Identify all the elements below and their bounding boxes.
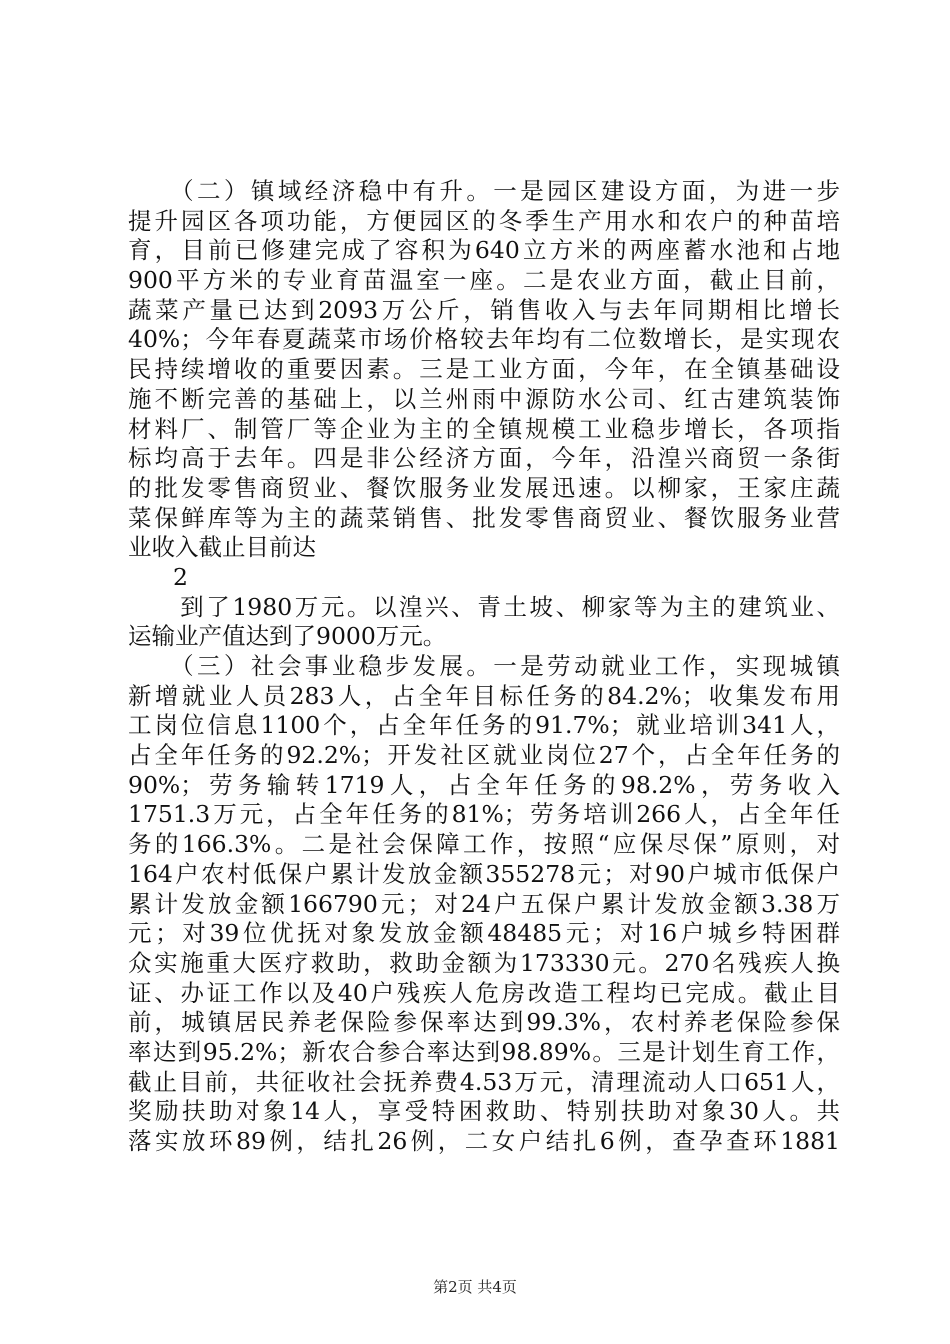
inline-page-marker: 2 [173,562,188,591]
text-line: 施不断完善的基础上，以兰州雨中源防水公司、红古建筑装饰 [128,384,840,413]
text-line: 40%；今年春夏蔬菜市场价格较去年均有二位数增长，是实现农 [128,325,840,354]
text-line: 奖励扶助对象14人，享受特困救助、特别扶助对象30人。共 [128,1097,840,1126]
body-text [128,177,840,1157]
text-line: 证、办证工作以及40户残疾人危房改造工程均已完成。截止目 [128,978,840,1007]
text-line: 前，城镇居民养老保险参保率达到99.3%，农村养老保险参保 [128,1008,840,1037]
text-line: 育，目前已修建完成了容积为640立方米的两座蓄水池和占地 [128,236,840,265]
text-line: （三）社会事业稳步发展。一是劳动就业工作，实现城镇 [128,652,840,680]
text-line: 率达到95.2%；新农合参合率达到98.89%。三是计划生育工作， [128,1037,840,1066]
text-line: 业收入截止目前达 [128,533,316,562]
text-line: 蔬菜产量已达到2093万公斤，销售收入与去年同期相比增长 [128,295,840,324]
text-line: 累计发放金额166790元；对24户五保户累计发放金额3.38万 [128,889,840,918]
text-line: 民持续增收的重要因素。三是工业方面，今年，在全镇基础设 [128,355,840,384]
text-line: 众实施重大医疗救助，救助金额为173330元。270名残疾人换 [128,948,840,977]
page-footer: 第2页 共4页 [433,1278,517,1296]
text-line: 务的166.3%。二是社会保障工作，按照“应保尽保”原则，对 [128,830,840,859]
text-line: 164户农村低保户累计发放金额355278元；对90户城市低保户 [128,859,840,888]
text-line: 到了1980万元。以湟兴、青土坡、柳家等为主的建筑业、 [128,592,840,621]
text-line: 标均高于去年。四是非公经济方面，今年，沿湟兴商贸一条街 [128,444,840,473]
text-line: 菜保鲜库等为主的蔬菜销售、批发零售商贸业、餐饮服务业营 [128,503,840,532]
text-line: 材料厂、制管厂等企业为主的全镇规模工业稳步增长，各项指 [128,414,840,443]
text-line: 截止目前，共征收社会抚养费4.53万元，清理流动人口651人， [128,1067,840,1096]
text-line: 运输业产值达到了9000万元。 [128,622,447,651]
text-line: 的批发零售商贸业、餐饮服务业发展迅速。以柳家，王家庄蔬 [128,473,840,502]
text-line: 元；对39位优抚对象发放金额48485元；对16户城乡特困群 [128,919,840,948]
text-line: 900平方米的专业育苗温室一座。二是农业方面，截止目前， [128,266,840,295]
text-line: 新增就业人员283人，占全年目标任务的84.2%；收集发布用 [128,681,840,710]
text-line: 提升园区各项功能，方便园区的冬季生产用水和农户的种苗培 [128,206,840,235]
text-line: （二）镇域经济稳中有升。一是园区建设方面，为进一步 [128,177,840,205]
text-line: 占全年任务的92.2%；开发社区就业岗位27个，占全年任务的 [128,741,840,770]
text-line: 工岗位信息1100个，占全年任务的91.7%；就业培训341人， [128,711,840,740]
text-line: 落实放环89例，结扎26例，二女户结扎6例，查孕查环1881 [128,1127,840,1155]
text-line: 90%；劳务输转1719人，占全年任务的98.2%，劳务收入 [128,770,840,799]
text-line: 1751.3万元，占全年任务的81%；劳务培训266人，占全年任 [128,800,840,829]
